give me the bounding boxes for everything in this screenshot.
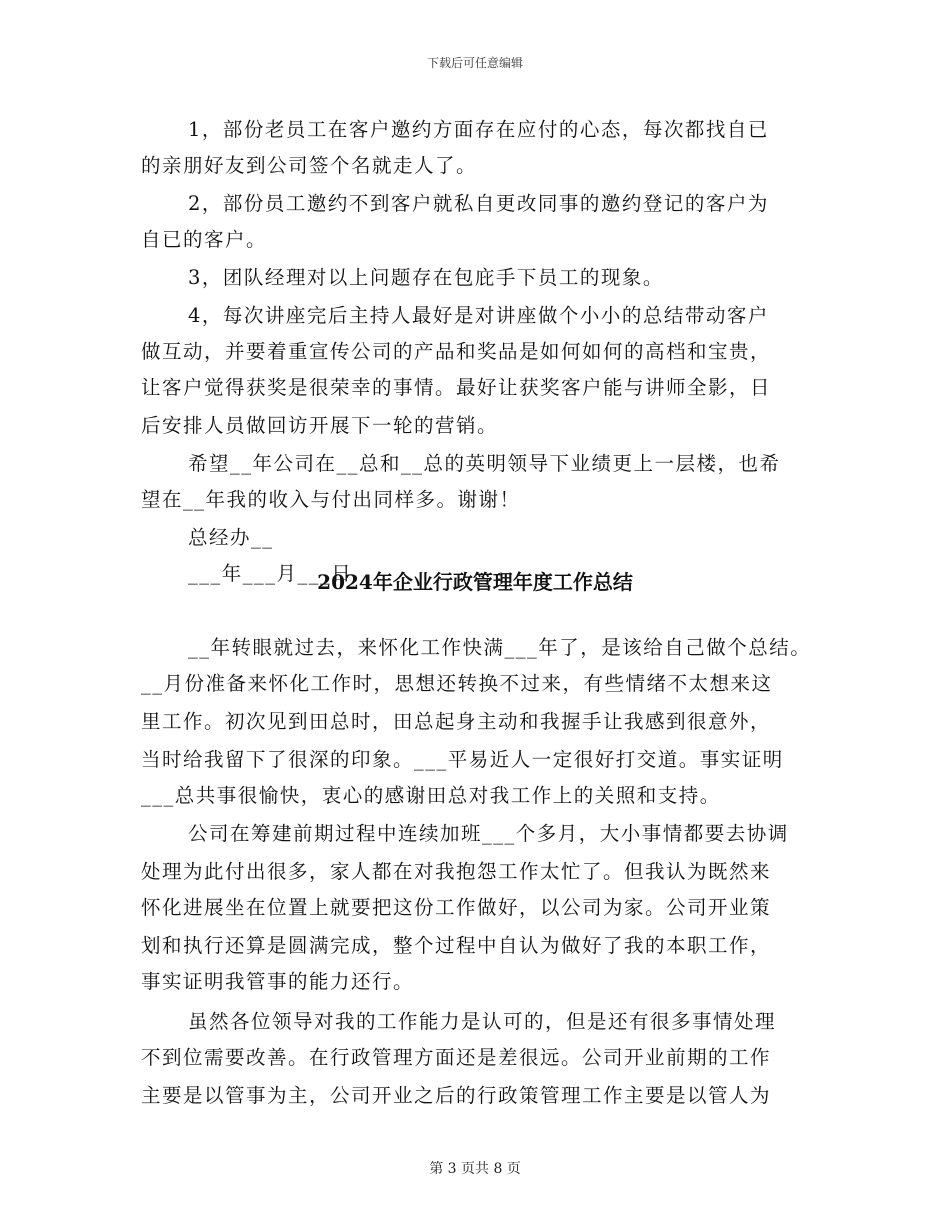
text-line: 划和执行还算是圆满完成，整个过程中自认为做好了我的本职工作， [141,934,772,957]
text-line: 自已的客户。 [141,228,268,251]
text-line: __年转眼就过去，来怀化工作快满___年了，是该给自己做个总结。 [188,636,812,659]
text-line: 公司在筹建前期过程中连续加班___个多月，大小事情都要去协调 [188,822,789,845]
text-line: 总经办__ [188,526,274,549]
header-note: 下载后可任意编辑 [426,56,523,70]
text-line: 让客户觉得获奖是很荣幸的事情。最好让获奖客户能与讲师全影，日 [141,376,772,399]
text-line: __月份准备来怀化工作时，思想还转换不过来，有些情绪不太想来这 [141,672,773,695]
text-line: 做互动，并要着重宣传公司的产品和奖品是如何如何的高档和宝贵， [141,340,772,363]
text-line: ___总共事很愉快，衷心的感谢田总对我工作上的关照和支持。 [141,784,721,807]
text-line: 不到位需要改善。在行政管理方面还是差很远。公司开业前期的工作 [141,1046,772,1069]
text-line: 4，每次讲座完后主持人最好是对讲座做个小小的总结带动客户 [188,304,769,327]
text-line: 事实证明我管事的能力还行。 [141,970,415,993]
text-line: 处理为此付出很多，家人都在对我抱怨工作太忙了。但我认为既然来 [141,860,772,883]
text-line: 的亲朋好友到公司签个名就走人了。 [141,154,478,177]
text-line: 希望__年公司在__总和__总的英明领导下业绩更上一层楼，也希 [188,452,781,475]
text-line: 当时给我留下了很深的印象。___平易近人一定很好打交道。事实证明 [141,748,784,771]
text-line: 怀化进展坐在位置上就要把这份工作做好，以公司为家。公司开业策 [141,896,772,919]
text-line: 虽然各位领导对我的工作能力是认可的，但是还有很多事情处理 [188,1010,777,1033]
text-line: 后安排人员做回访开展下一轮的营销。 [141,414,499,437]
text-line: 1，部份老员工在客户邀约方面存在应付的心态，每次都找自已 [188,118,769,141]
text-line: 里工作。初次见到田总时，田总起身主动和我握手让我感到很意外， [141,710,772,733]
text-line: 3，团队经理对以上问题存在包庇手下员工的现象。 [188,266,664,289]
text-line: 望在__年我的收入与付出同样多。谢谢！ [141,488,521,511]
page-number: 第 3 页共 8 页 [429,1161,521,1177]
text-line: 主要是以管事为主，公司开业之后的行政策管理工作主要是以管人为 [141,1084,772,1107]
section-title: 2024年企业行政管理年度工作总结 [317,570,633,594]
text-line: 2，部份员工邀约不到客户就私自更改同事的邀约登记的客户为 [188,192,769,215]
date-line: ___年___月___日 [188,562,353,585]
